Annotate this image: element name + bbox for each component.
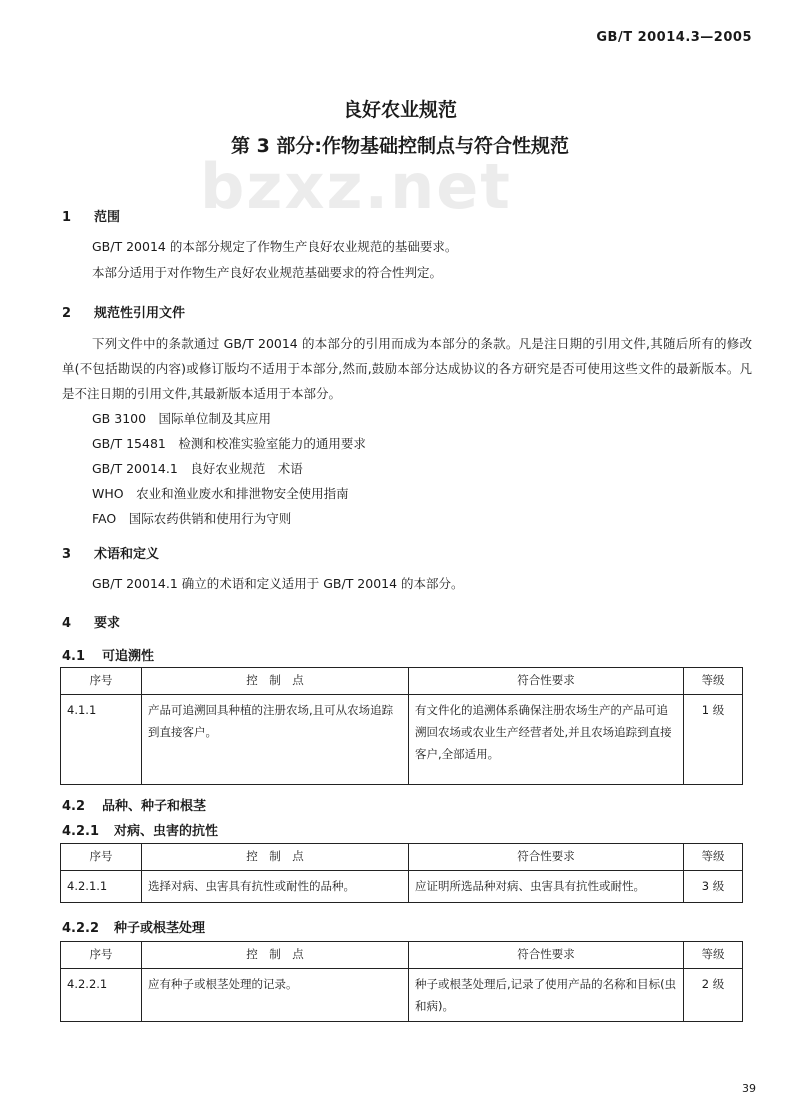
section-2-heading bbox=[62, 302, 185, 321]
header-level: 等级 bbox=[684, 668, 743, 695]
section-title: 范围 bbox=[94, 210, 121, 225]
header-level: 等级 bbox=[684, 844, 743, 871]
header-level: 等级 bbox=[684, 942, 743, 969]
row-id: 4.1.1 bbox=[61, 695, 142, 785]
section-4-2-2-heading bbox=[62, 917, 205, 936]
reference-item: GB/T 20014.1 良好农业规范 术语 bbox=[92, 461, 303, 476]
row-control-point: 产品可追溯回具种植的注册农场,且可从农场追踪到直接客户。 bbox=[142, 695, 409, 785]
table-row bbox=[61, 969, 743, 1022]
section-title: 对病、虫害的抗性 bbox=[114, 824, 219, 839]
section-2-paragraph: 下列文件中的条款通过 GB/T 20014 的本部分的引用而成为本部分的条款。凡是注日期的引用文件,其随后所有的修改单(不包括勘误的内容)或修订版均不适用于本部分,然而,鼓励本部分达成协议的各方研究是否可使用这些文件的最新版本。凡是不注日期的引用文件,其最新版本适用于本部分。 bbox=[62, 336, 752, 401]
document-title: 良好农业规范 bbox=[342, 99, 457, 121]
section-1-paragraph-2: 本部分适用于对作物生产良好农业规范基础要求的符合性判定。 bbox=[92, 265, 443, 280]
watermark: bzxz.net bbox=[200, 150, 512, 223]
reference-item: FAO 国际农药供销和使用行为守则 bbox=[92, 511, 292, 526]
seed-treatment-table bbox=[60, 941, 743, 1022]
section-number: 4.2.2 bbox=[62, 921, 100, 936]
row-id: 4.2.2.1 bbox=[61, 969, 142, 1022]
section-title: 规范性引用文件 bbox=[94, 306, 186, 321]
header-control-point: 控 制 点 bbox=[142, 844, 409, 871]
section-1-paragraph-1: GB/T 20014 的本部分规定了作物生产良好农业规范的基础要求。 bbox=[92, 239, 458, 254]
row-id: 4.2.1.1 bbox=[61, 871, 142, 903]
section-3-paragraph: GB/T 20014.1 确立的术语和定义适用于 GB/T 20014 的本部分。 bbox=[92, 576, 464, 591]
page-number: 39 bbox=[742, 1082, 756, 1095]
section-4-2-heading bbox=[62, 795, 206, 814]
section-title: 要求 bbox=[94, 616, 121, 631]
resistance-table bbox=[60, 843, 743, 903]
section-number: 3 bbox=[62, 547, 72, 562]
row-requirement: 种子或根茎处理后,记录了使用产品的名称和目标(虫和病)。 bbox=[409, 969, 684, 1022]
header-control-point: 控 制 点 bbox=[142, 942, 409, 969]
row-control-point: 应有种子或根茎处理的记录。 bbox=[142, 969, 409, 1022]
row-level: 3 级 bbox=[684, 871, 743, 903]
header-requirement: 符合性要求 bbox=[409, 844, 684, 871]
standard-code: GB/T 20014.3—2005 bbox=[596, 30, 752, 45]
table-header-row bbox=[61, 942, 743, 969]
traceability-table bbox=[60, 667, 743, 785]
section-4-1-heading bbox=[62, 645, 154, 664]
row-requirement: 应证明所选品种对病、虫害具有抗性或耐性。 bbox=[409, 871, 684, 903]
header-serial: 序号 bbox=[61, 844, 142, 871]
section-number: 4.2 bbox=[62, 799, 86, 814]
header-serial: 序号 bbox=[61, 942, 142, 969]
section-number: 4.2.1 bbox=[62, 824, 100, 839]
section-number: 2 bbox=[62, 306, 72, 321]
section-number: 4.1 bbox=[62, 649, 86, 664]
table-row bbox=[61, 695, 743, 785]
reference-item: WHO 农业和渔业废水和排泄物安全使用指南 bbox=[92, 486, 349, 501]
section-1-heading bbox=[62, 206, 120, 225]
document-subtitle: 第 3 部分:作物基础控制点与符合性规范 bbox=[230, 135, 570, 157]
table-header-row bbox=[61, 844, 743, 871]
row-control-point: 选择对病、虫害具有抗性或耐性的品种。 bbox=[142, 871, 409, 903]
section-number: 1 bbox=[62, 210, 72, 225]
header-requirement: 符合性要求 bbox=[409, 942, 684, 969]
row-level: 2 级 bbox=[684, 969, 743, 1022]
header-control-point: 控 制 点 bbox=[142, 668, 409, 695]
table-header-row bbox=[61, 668, 743, 695]
header-requirement: 符合性要求 bbox=[409, 668, 684, 695]
table-row bbox=[61, 871, 743, 903]
section-title: 品种、种子和根茎 bbox=[102, 799, 207, 814]
section-4-heading bbox=[62, 612, 120, 631]
header-serial: 序号 bbox=[61, 668, 142, 695]
row-level: 1 级 bbox=[684, 695, 743, 785]
section-title: 种子或根茎处理 bbox=[114, 921, 206, 936]
row-requirement: 有文件化的追溯体系确保注册农场生产的产品可追溯回农场或农业生产经营者处,并且农场追踪到直接客户,全部适用。 bbox=[409, 695, 684, 785]
section-3-heading bbox=[62, 543, 159, 562]
section-4-2-1-heading bbox=[62, 820, 218, 839]
reference-item: GB 3100 国际单位制及其应用 bbox=[92, 411, 272, 426]
section-title: 可追溯性 bbox=[102, 649, 155, 664]
reference-item: GB/T 15481 检测和校准实验室能力的通用要求 bbox=[92, 436, 366, 451]
section-title: 术语和定义 bbox=[94, 547, 160, 562]
section-number: 4 bbox=[62, 616, 72, 631]
